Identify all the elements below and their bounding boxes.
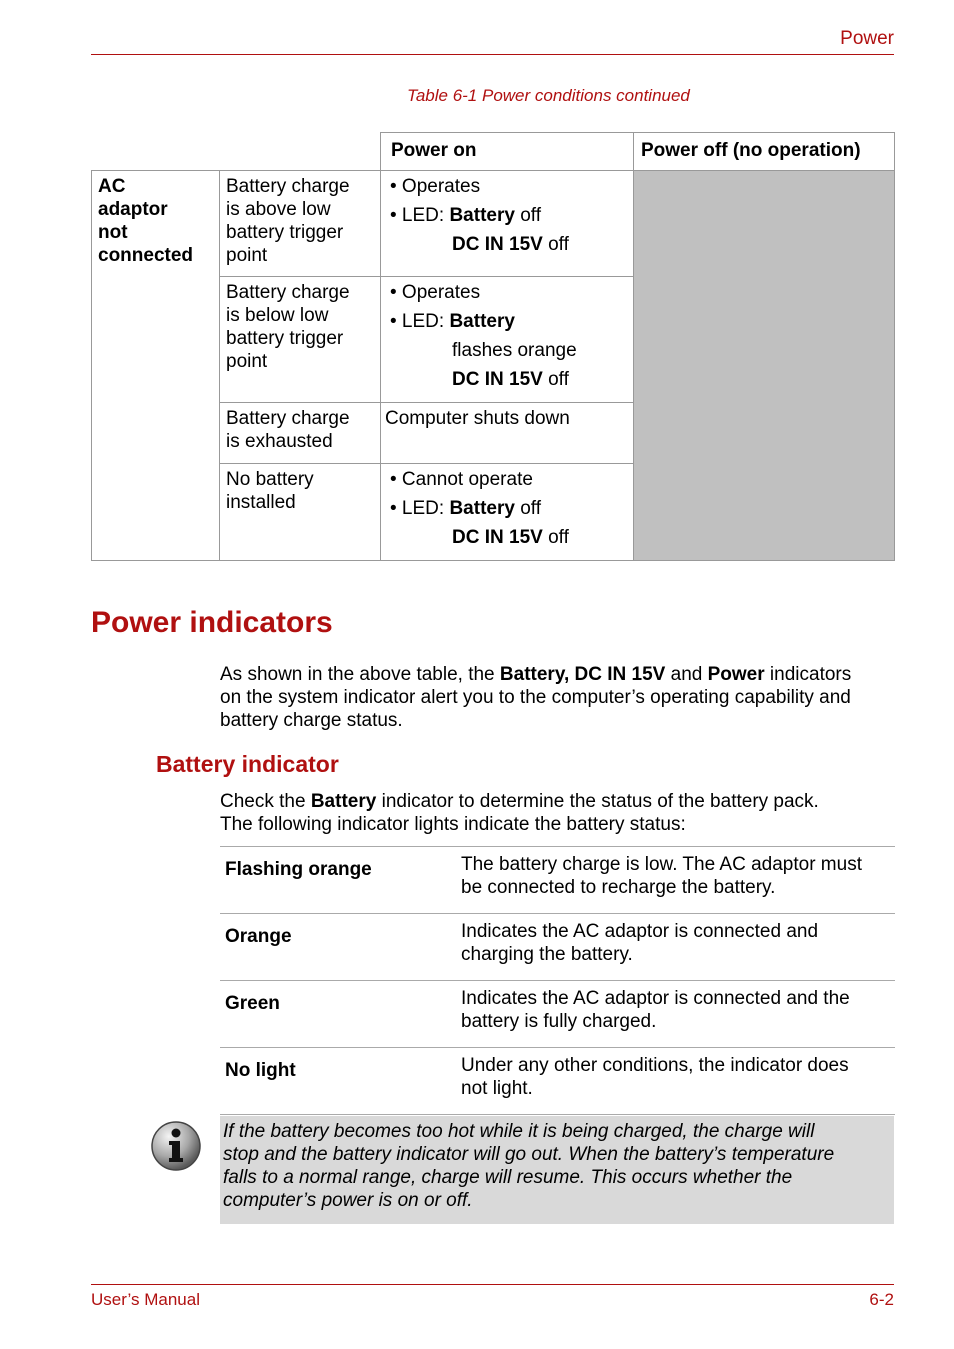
power-off-cell: [634, 171, 895, 561]
header-rule: [91, 54, 894, 55]
condition-cell: Battery charge is below low battery trigger point: [220, 277, 381, 403]
info-icon: [150, 1120, 202, 1172]
footer-title: User’s Manual: [91, 1290, 200, 1309]
state-name: Flashing orange: [220, 847, 456, 914]
table-row: [220, 981, 895, 1048]
power-on-cell: • Operates • LED: Battery off DC IN 15V off: [381, 171, 634, 277]
condition-cell: No battery installed: [220, 464, 381, 561]
power-conditions-table: [91, 132, 895, 561]
state-name: Orange: [220, 914, 456, 981]
col-header-power-off: Power off (no operation): [634, 133, 895, 171]
subheading: Battery indicator: [156, 751, 339, 777]
battery-indicator-table: [220, 846, 895, 1115]
power-on-cell: • Cannot operate • LED: Battery off DC IN 15V off: [381, 464, 634, 561]
page-number: 6-2: [869, 1290, 894, 1309]
condition-cell: Battery charge is exhausted: [220, 403, 381, 464]
group-label-cell: AC adaptor not connected: [92, 171, 220, 561]
condition-cell: Battery charge is above low battery trigger point: [220, 171, 381, 277]
col-header-power-on: Power on: [381, 133, 634, 171]
running-header: Power: [840, 28, 894, 49]
page-heading: Power indicators: [91, 606, 333, 639]
footer-rule: [91, 1284, 894, 1285]
table-row: [92, 171, 895, 277]
intro-paragraph: As shown in the above table, the Battery, DC IN 15V and Power indicators on the system indicator alert you to the computer’s operating capability and battery charge status.: [220, 664, 852, 731]
table-row: [220, 1048, 895, 1115]
state-description: The battery charge is low. The AC adaptor must be connected to recharge the battery.: [456, 847, 895, 914]
state-name: No light: [220, 1048, 456, 1115]
power-on-cell: • Operates • LED: Battery flashes orange DC IN 15V off: [381, 277, 634, 403]
note-box: If the battery becomes too hot while it is being charged, the charge will stop and the battery indicator will go out. When the battery’s temperature falls to a normal range, charge will resume. This occurs whether the computer’s power is on or off.: [220, 1116, 894, 1224]
table-header-row: [92, 133, 895, 171]
table-row: [220, 914, 895, 981]
table-caption: Table 6-1 Power conditions continued: [407, 86, 690, 105]
table-row: [220, 847, 895, 914]
state-description: Under any other conditions, the indicator does not light.: [456, 1048, 895, 1115]
check-paragraph: Check the Battery indicator to determine the status of the battery pack. The following indicator lights indicate the battery status:: [220, 791, 819, 835]
state-description: Indicates the AC adaptor is connected and charging the battery.: [456, 914, 895, 981]
state-description: Indicates the AC adaptor is connected and the battery is fully charged.: [456, 981, 895, 1048]
power-on-cell: Computer shuts down: [381, 403, 634, 464]
state-name: Green: [220, 981, 456, 1048]
